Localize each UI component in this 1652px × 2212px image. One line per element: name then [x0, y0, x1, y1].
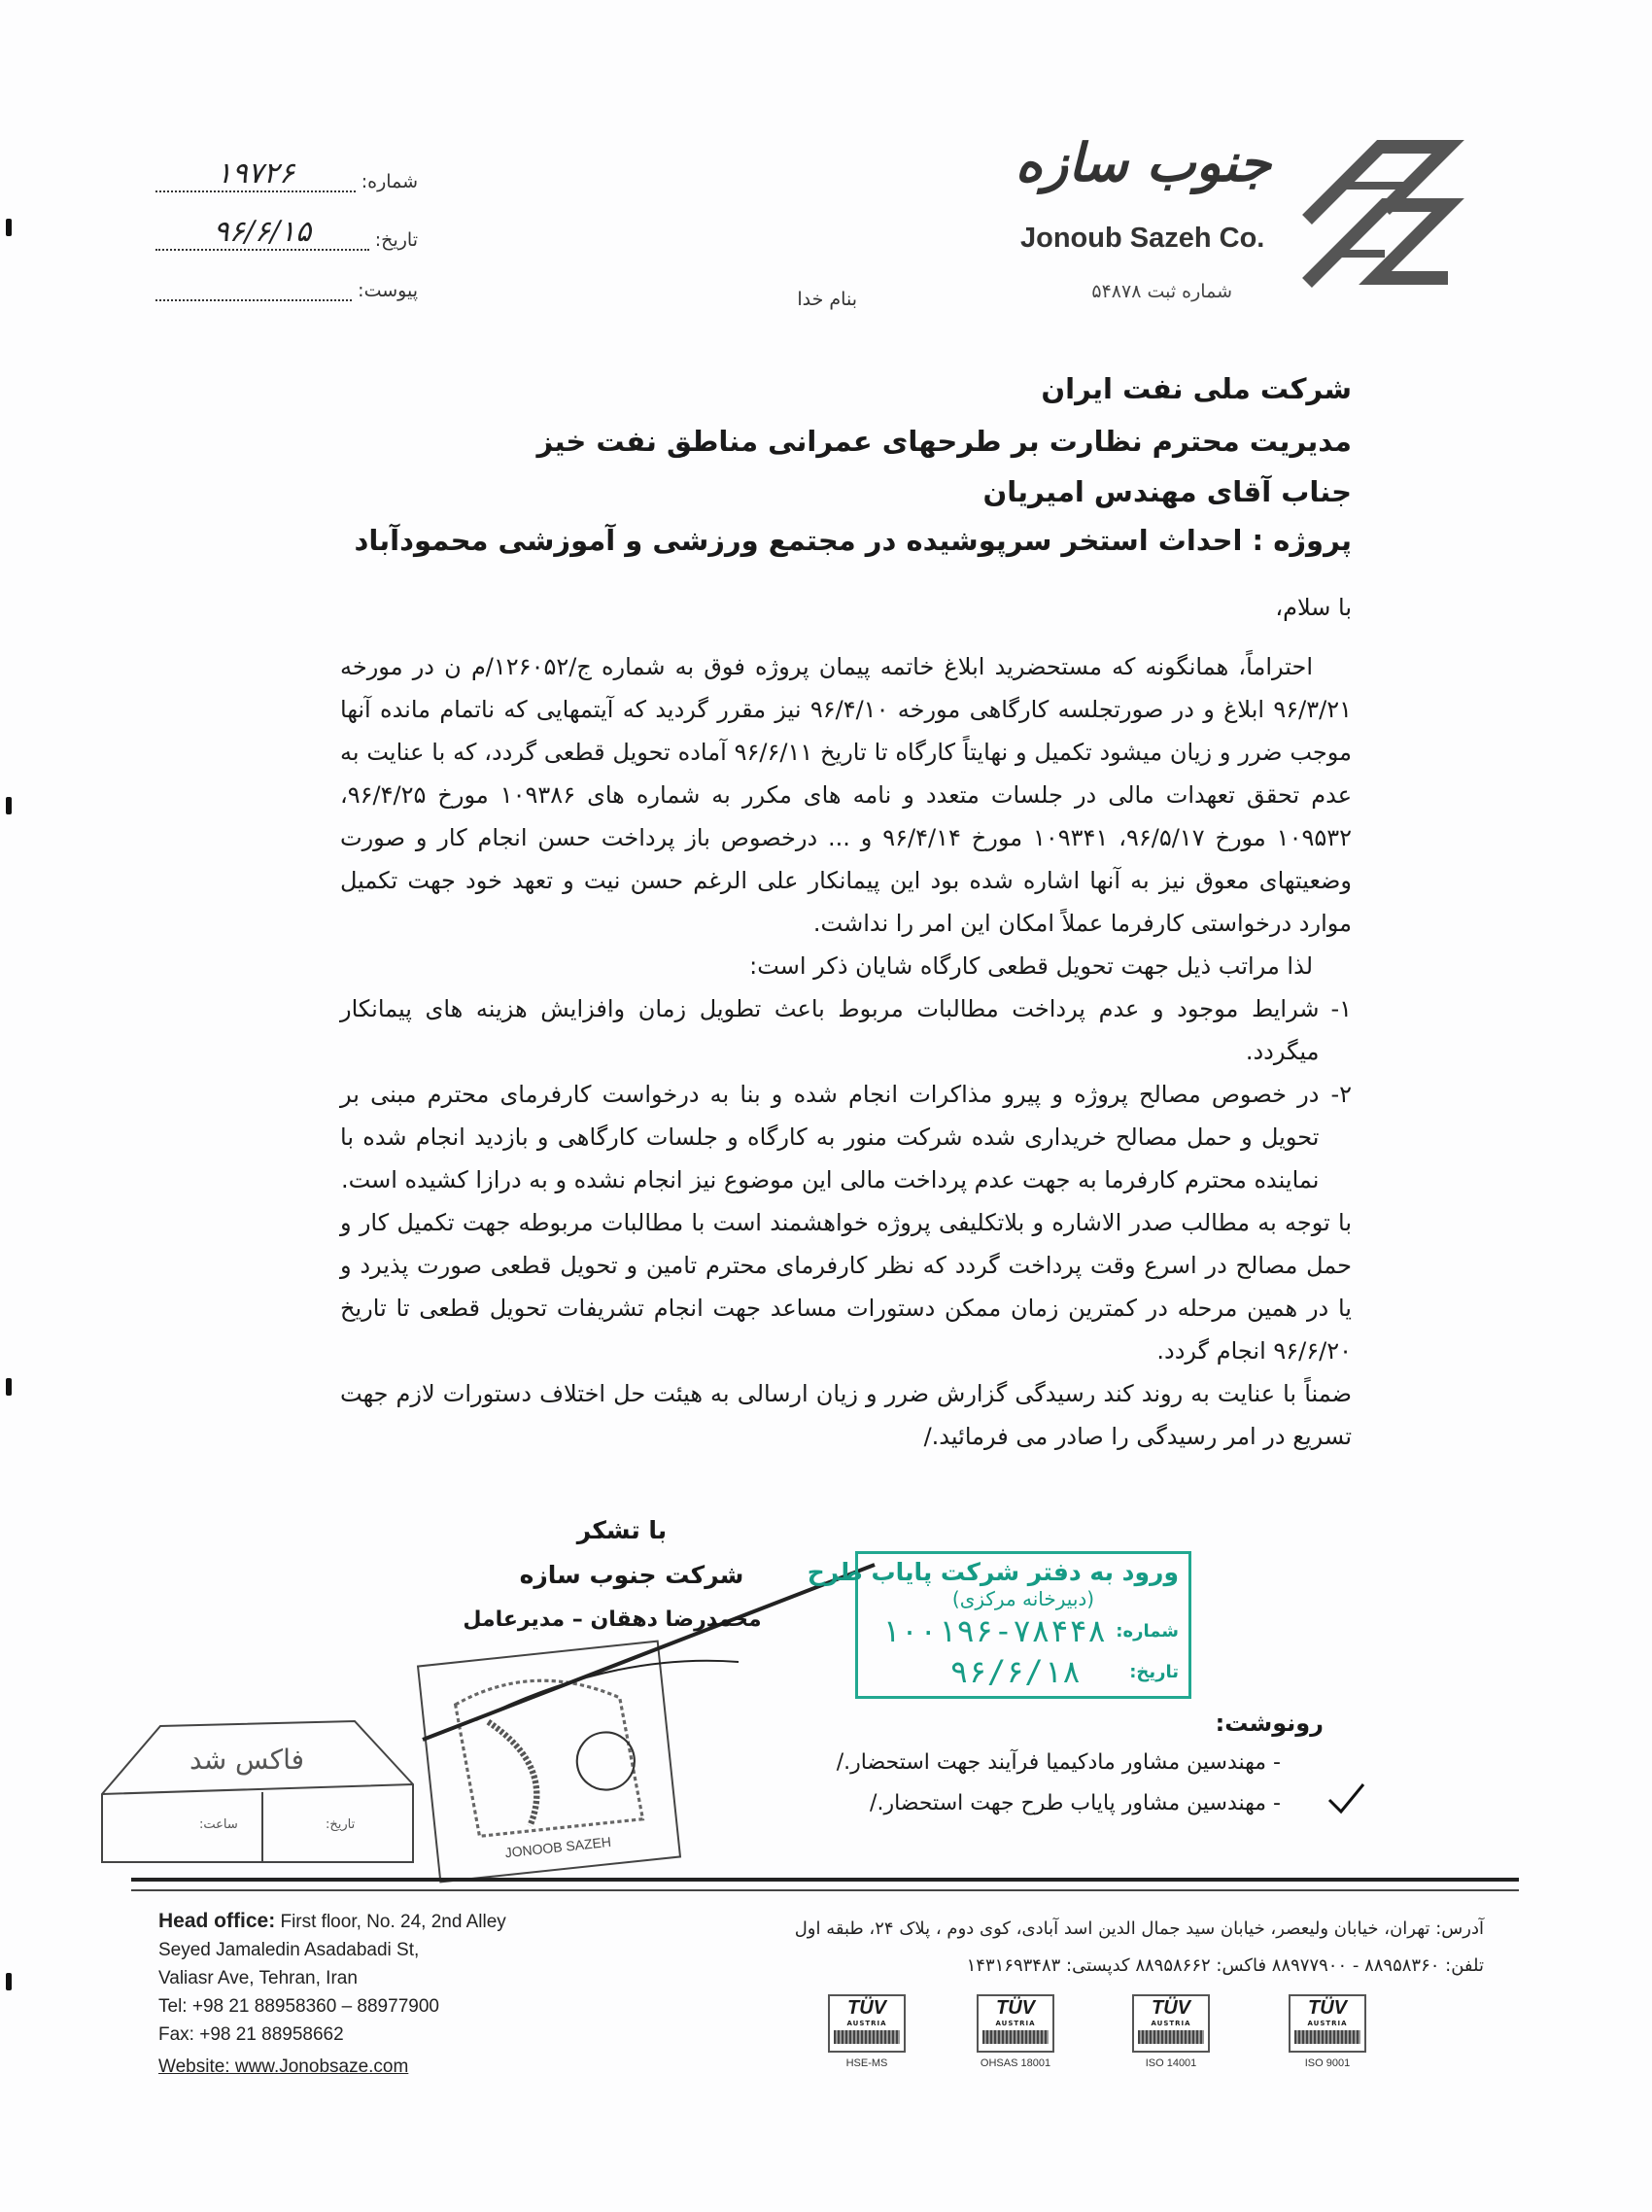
- cc-item: - مهندسین مشاور مادکیمیا فرآیند جهت استحضار./: [836, 1750, 1281, 1775]
- footer-divider: [131, 1878, 1519, 1891]
- letter-date-field: [155, 212, 418, 251]
- attachment-label: پیوست:: [358, 280, 418, 301]
- scan-mark: [6, 219, 12, 236]
- company-logo-english: Jonoub Sazeh Co.: [1020, 223, 1265, 254]
- list-item-number: ۲-: [1330, 1081, 1352, 1108]
- list-item: [340, 1073, 1352, 1201]
- tuv-brand: TÜV: [1308, 1997, 1347, 2019]
- letter-body: [340, 645, 1352, 1458]
- tuv-sub: AUSTRIA: [995, 2020, 1036, 2027]
- letter-date-label: تاریخ:: [374, 229, 418, 251]
- body-paragraph: ضمناً با عنایت به روند کند رسیدگی گزارش ضرر و زیان ارسالی به هیئت حل اختلاف دستورات لازم جهت تسریع در امر رسیدگی را صادر می فرمائید./: [340, 1380, 1352, 1450]
- body-paragraph: با توجه به مطالب صدر الاشاره و بلاتکلیفی پروژه خواهشمند است با مطالبات مربوطه جهت تکمیل کار و حمل مصالح در اسرع وقت پرداخت گردد که نظر کارفرمای محترم تامین و تحویل قطعی صورت پذیرد و یا در همین مرحله در کمترین زمان ممکن دستورات مساعد جهت انجام تشریفات تحویل قطعی تا تاریخ ۹۶/۶/۲۰ انجام گردد.: [340, 1209, 1352, 1365]
- tuv-brand: TÜV: [1152, 1997, 1190, 2019]
- seal-text: JONOOB SAZEH: [503, 1833, 612, 1861]
- signature-company: شرکت جنوب سازه: [519, 1561, 744, 1589]
- tuv-brand: TÜV: [996, 1997, 1035, 2019]
- head-office-label: Head office:: [158, 1910, 276, 1932]
- fax-stamp-title: فاکس شد: [189, 1744, 305, 1776]
- receipt-date-value: ۹۶/۶/۱۸: [949, 1653, 1082, 1690]
- tuv-brand: TÜV: [847, 1997, 886, 2019]
- cc-item: - مهندسین مشاور پایاب طرح جهت استحضار./: [870, 1791, 1281, 1815]
- fax-stamp-frame-icon: [92, 1716, 423, 1870]
- cert-caption: HSE-MS: [845, 2057, 888, 2069]
- website-link[interactable]: Website: www.Jonobsaze.com: [158, 2056, 409, 2077]
- body-paragraph: لذا مراتب ذیل جهت تحویل قطعی کارگاه شایان ذکر است:: [749, 952, 1313, 980]
- company-logo-persian: جنوب سازه: [1015, 132, 1271, 193]
- list-item-text: شرایط موجود و عدم پرداخت مطالبات مربوط باعث تطویل زمان وافزایش هزینه های پیمانکار میگردد.: [340, 995, 1320, 1065]
- receipt-date-label: تاریخ:: [1129, 1661, 1179, 1682]
- scan-mark: [6, 1378, 12, 1396]
- closing-thanks: با تشکر: [576, 1516, 668, 1544]
- signer-name: محمدرضا دهقان – مدیرعامل: [463, 1607, 762, 1632]
- body-paragraph: احتراماً، همانگونه که مستحضرید ابلاغ خاتمه پیمان پروژه فوق به شماره ج/۱۲۶۰۵۲/م ن در مورخه ۹۶/۳/۲۱ ابلاغ و در صورتجلسه کارگاهی مورخه ۹۶/۴/۱۰ نیز مقرر گردید که آیتمهایی که ناتمام مانده آنها موجب ضرر و زیان میشود تکمیل و نهایتاً کارگاه تا تاریخ ۹۶/۶/۱۱ آماده تحویل قطعی گردد، که با عنایت به عدم تحقق تعهدات مالی در جلسات متعدد و نامه های مکرر به شماره های ۱۰۹۳۸۶ مورخ ۹۶/۴/۲۵، ۱۰۹۵۳۲ مورخ ۹۶/۵/۱۷، ۱۰۹۳۴۱ مورخ ۹۶/۴/۱۴ و ... درخصوص باز پرداخت حسن انجام کار و صورت وضعیتهای معوق نیز به آنها اشاره شده بود این پیمانکار علی الرغم حسن نیت و تعهد خود جهت تکمیل موارد درخواستی کارفرما عملاً امکان این امر را نداشت.: [340, 653, 1353, 937]
- receipt-stamp-title: ورود به دفتر شرکت پایاب طرح: [807, 1558, 1179, 1586]
- greeting: با سلام،: [1275, 594, 1352, 621]
- addressee-line: مدیریت محترم نظارت بر طرحهای عمرانی مناطق نفت خیز: [536, 425, 1352, 458]
- tuv-cert-logo: [1289, 1994, 1366, 2053]
- fax-stamp: [92, 1716, 423, 1870]
- tuv-cert-logo: [977, 1994, 1054, 2053]
- scan-mark: [6, 797, 12, 814]
- address-line: First floor, No. 24, 2nd Alley: [280, 1912, 506, 1932]
- bismillah: بنام خدا: [797, 289, 857, 310]
- footer-persian-address: آدرس: تهران، خیابان ولیعصر، خیابان سید جمال الدین اسد آبادی، کوی دوم ، پلاک ۲۴، طبقه اول: [794, 1918, 1484, 1939]
- addressee-line: شرکت ملی نفت ایران: [1041, 372, 1352, 405]
- cert-caption: ISO 14001: [1145, 2057, 1197, 2069]
- letter-number-value: ۱۹۷۲۶: [155, 157, 356, 192]
- scan-mark: [6, 1973, 12, 1990]
- fax-stamp-time-label: ساعت:: [199, 1817, 238, 1832]
- tuv-sub: AUSTRIA: [846, 2020, 887, 2027]
- project-title: پروژه : احداث استخر سرپوشیده در مجتمع ورزشی و آموزشی محمودآباد: [354, 524, 1352, 557]
- receipt-stamp: [807, 1551, 1191, 1699]
- footer-english-address: [158, 1907, 506, 2081]
- list-item-number: ۱-: [1330, 995, 1352, 1022]
- tuv-sub: AUSTRIA: [1307, 2020, 1348, 2027]
- phone-line: Tel: +98 21 88958360 – 88977900: [158, 1996, 439, 2017]
- checkmark-icon: [1326, 1780, 1365, 1815]
- cc-label: رونوشت:: [1215, 1710, 1324, 1737]
- letter-number-label: شماره:: [361, 171, 418, 192]
- letter-number-field: [155, 154, 418, 192]
- list-item: [340, 987, 1352, 1073]
- cert-caption: OHSAS 18001: [980, 2057, 1051, 2069]
- footer-persian-contact: تلفن: ۸۸۹۵۸۳۶۰ - ۸۸۹۷۷۹۰۰ فاکس: ۸۸۹۵۸۶۶۲ کدپستی: ۱۴۳۱۶۹۳۴۸۳: [966, 1955, 1484, 1976]
- registration-number: شماره ثبت ۵۴۸۷۸: [1091, 281, 1232, 302]
- address-line: Seyed Jamaledin Asadabadi St,: [158, 1940, 420, 1960]
- cert-caption: ISO 9001: [1304, 2057, 1351, 2069]
- attachment-value: [155, 266, 352, 301]
- footer-persian-block: [629, 1911, 1484, 1985]
- fax-line: Fax: +98 21 88958662: [158, 2024, 344, 2045]
- receipt-stamp-subtitle: (دبیرخانه مرکزی): [951, 1587, 1095, 1610]
- cc-item-text: مهندسین مشاور پایاب طرح جهت استحضار./: [870, 1791, 1267, 1815]
- receipt-number-label: شماره:: [1116, 1620, 1179, 1642]
- receipt-number-value: ۱۰۰۱۹۶-۷۸۴۴۸: [881, 1612, 1107, 1649]
- attachment-field: [155, 262, 418, 301]
- list-item-text: در خصوص مصالح پروژه و پیرو مذاکرات انجام شده و بنا به درخواست کارفرمای محترم مبنی بر تحویل و حمل مصالح خریداری شده شرکت منور به کارگاه و جلسات کارگاهی و بازدید انجام شده با نماینده محترم کارفرما به جهت عدم پرداخت مالی این موضوع نیز انجام نشده و به درازا کشیده است.: [340, 1081, 1320, 1193]
- fax-stamp-date-label: تاریخ:: [326, 1817, 356, 1832]
- addressee-line: جناب آقای مهندس امیریان: [982, 475, 1352, 508]
- letter-date-value: ۹۶/۶/۱۵: [155, 216, 369, 251]
- tuv-sub: AUSTRIA: [1151, 2020, 1191, 2027]
- company-logo-icon: [1288, 127, 1467, 300]
- tuv-cert-logo: [1132, 1994, 1210, 2053]
- tuv-cert-logo: [828, 1994, 906, 2053]
- address-line: Valiasr Ave, Tehran, Iran: [158, 1968, 358, 1988]
- cc-item-text: مهندسین مشاور مادکیمیا فرآیند جهت استحضار./: [836, 1750, 1267, 1775]
